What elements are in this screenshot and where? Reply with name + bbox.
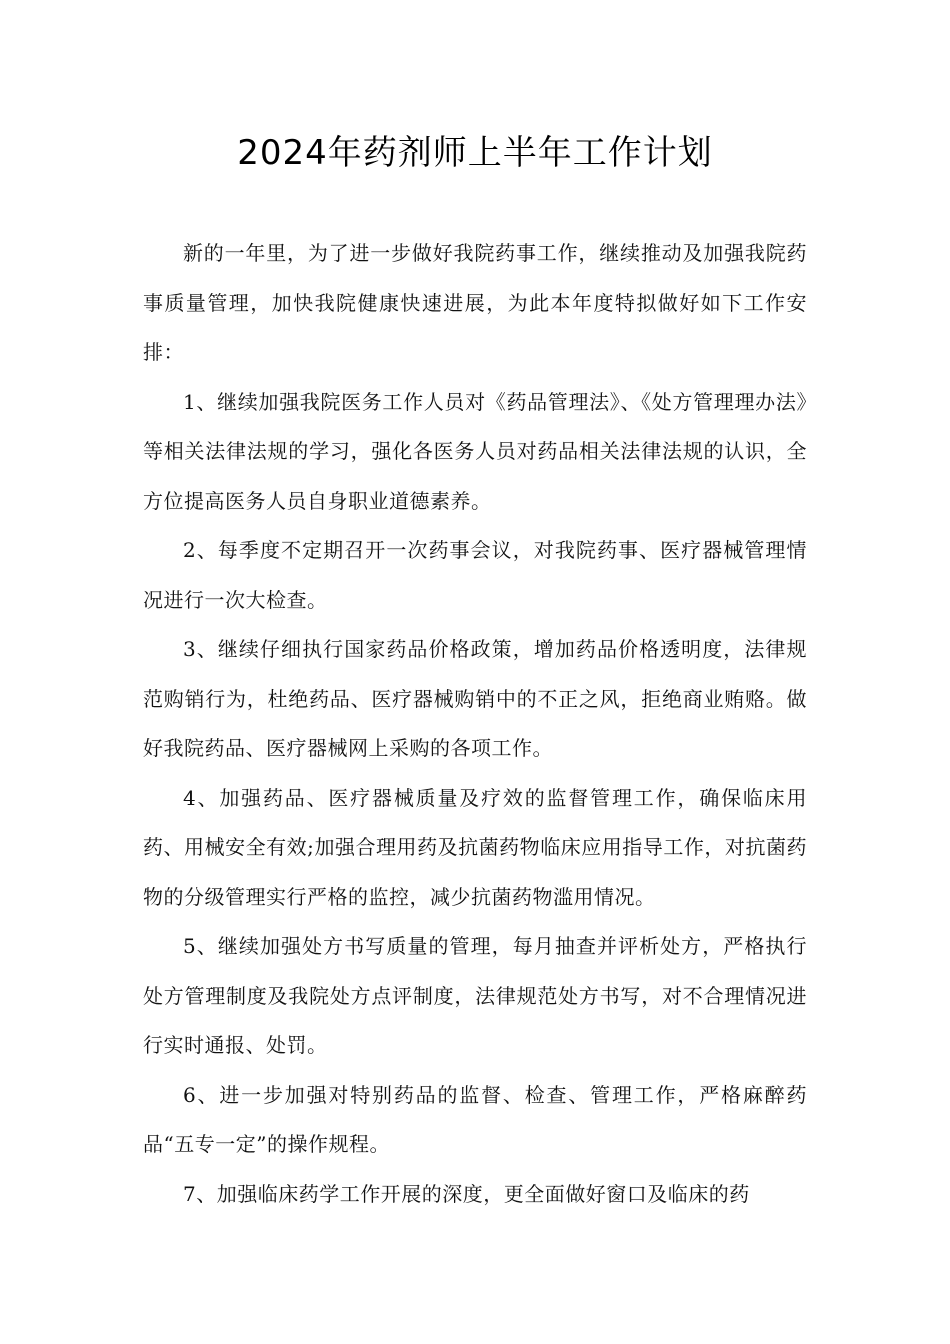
- intro-paragraph: 新的一年里，为了进一步做好我院药事工作，继续推动及加强我院药事质量管理，加快我院健康快速进展，为此本年度特拟做好如下工作安排：: [143, 241, 807, 364]
- plan-item-6: 6、进一步加强对特别药品的监督、检查、管理工作，严格麻醉药品“五专一定”的操作规程。: [143, 1082, 807, 1156]
- plan-item-7: 7、加强临床药学工作开展的深度，更全面做好窗口及临床的药: [183, 1181, 750, 1206]
- plan-item-1: 1、继续加强我院医务工作人员对《药品管理法》、《处方管理理办法》等相关法律法规的学习，强化各医务人员对药品相关法律法规的认识，全方位提高医务人员自身职业道德素养。: [143, 389, 807, 513]
- plan-item-4: 4、加强药品、医疗器械质量及疗效的监督管理工作，确保临床用药、用械安全有效;加强合理用药及抗菌药物临床应用指导工作，对抗菌药物的分级管理实行严格的监控，减少抗菌药物滥用情况。: [143, 785, 807, 909]
- plan-item-5: 5、继续加强处方书写质量的管理，每月抽查并评析处方，严格执行处方管理制度及我院处方点评制度，法律规范处方书写，对不合理情况进行实时通报、处罚。: [143, 934, 807, 1057]
- plan-item-3: 3、继续仔细执行国家药品价格政策，增加药品价格透明度，法律规范购销行为，杜绝药品、医疗器械购销中的不正之风，拒绝商业贿赂。做好我院药品、医疗器械网上采购的各项工作。: [143, 637, 807, 760]
- document-body: [143, 229, 807, 1219]
- document-title: 2024年药剂师上半年工作计划: [237, 133, 713, 173]
- plan-item-2: 2、每季度不定期召开一次药事会议，对我院药事、医疗器械管理情况进行一次大检查。: [143, 538, 807, 612]
